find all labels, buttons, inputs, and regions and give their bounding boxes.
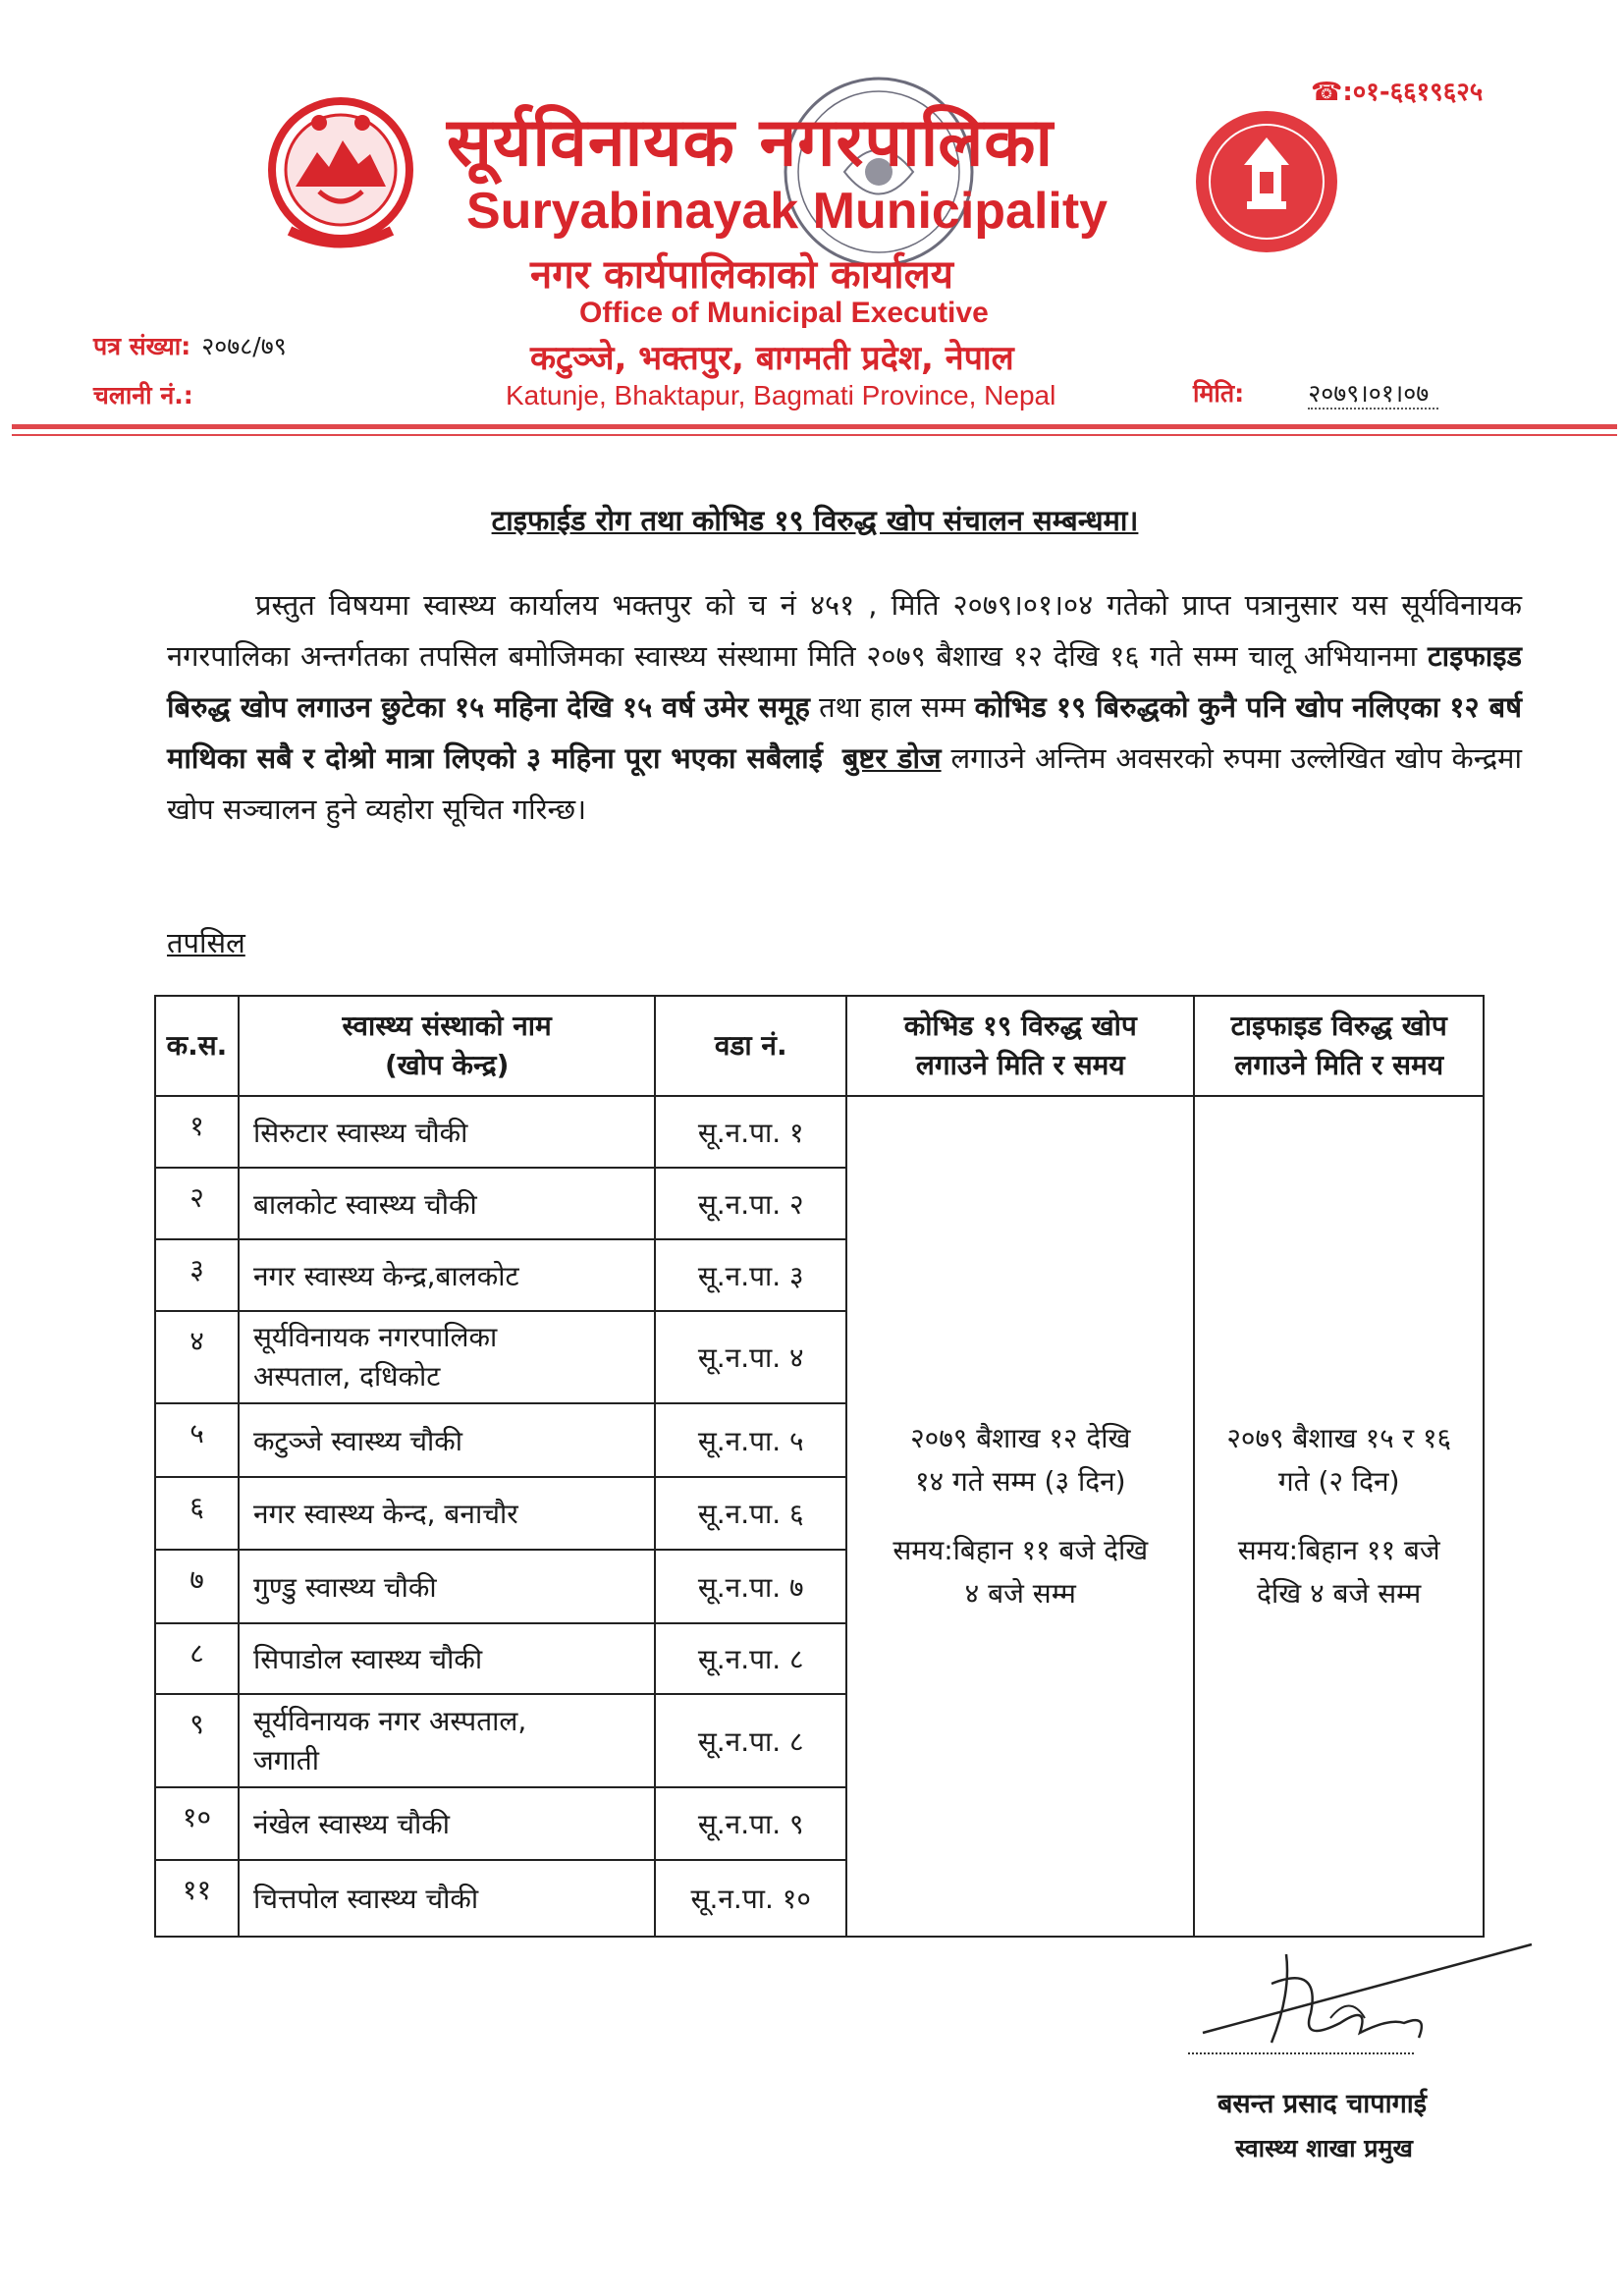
- body-part-1: प्रस्तुत विषयमा स्वास्थ्य कार्यालय भक्तपुर को च नं ४५१ , मिति २०७९।०१।०४ गतेको प्राप्त पत्रानुसार यस सूर्यविनायक नगरपालिका अन्तर्गतका तपसिल बमोजिमका स्वास्थ्य संस्थामा मिति २०७९ बैशाख १२ देखि १६ गते सम्म चालू अभियानमा: [167, 588, 1522, 673]
- typhoid-time-l1: समय:बिहान ११ बजे: [1237, 1534, 1440, 1566]
- letter-subject: टाइफाईड रोग तथा कोभिड १९ विरुद्ध खोप संचालन सम्बन्धमा।: [491, 504, 1139, 537]
- header-covid-l1: कोभिड १९ विरुद्ध खोप: [903, 1010, 1137, 1042]
- row-ward: सू.न.पा. १: [655, 1096, 846, 1168]
- header-center-name-l2: (खोप केन्द्र): [384, 1049, 510, 1081]
- row-ward: सू.न.पा. ८: [655, 1623, 846, 1694]
- row-sn: ११: [155, 1860, 239, 1937]
- row-ward: सू.न.पा. ५: [655, 1403, 846, 1477]
- header-center-name-l1: स्वास्थ्य संस्थाको नाम: [342, 1010, 552, 1042]
- date-value: २०७९।०१।०७: [1308, 379, 1438, 410]
- header-ward: वडा नं.: [655, 996, 846, 1096]
- schedule-heading: तपसिल: [167, 926, 245, 959]
- body-part-3: लगाउने अन्तिम अवसरको रुपमा उल्लेखित खोप केन्द्रमा खोप सञ्चालन हुने व्यहोरा सूचित गरिन्छ।: [167, 741, 1523, 826]
- row-ward: सू.न.पा. ९: [655, 1787, 846, 1860]
- header-covid: [846, 996, 1194, 1096]
- row-ward: सू.न.पा. ४: [655, 1311, 846, 1403]
- row-center-name: गुण्डु स्वास्थ्य चौकी: [239, 1550, 655, 1623]
- row-ward: सू.न.पा. ३: [655, 1239, 846, 1311]
- phone-number: ☎:०१-६६१९६२५: [1311, 78, 1484, 107]
- body-part-2: तथा हाल सम्म: [809, 690, 975, 724]
- row-sn: ९: [155, 1694, 239, 1787]
- letter-date: [1193, 376, 1438, 410]
- covid-time-l1: समय:बिहान ११ बजे देखि: [893, 1534, 1149, 1566]
- row-ward: सू.न.पा. ७: [655, 1550, 846, 1623]
- municipality-seal-logo: [1193, 108, 1340, 255]
- letter-number: [93, 329, 287, 362]
- header-covid-l2: लगाउने मिति र समय: [915, 1049, 1125, 1081]
- municipality-title-en: Suryabinayak Municipality: [466, 183, 1109, 240]
- header-typhoid-l1: टाइफाइड विरुद्ध खोप: [1230, 1010, 1447, 1042]
- row-sn: ६: [155, 1477, 239, 1550]
- header-center-name: [239, 996, 655, 1096]
- municipality-title-np: सूर्यविनायक नगरपालिका: [447, 104, 1055, 182]
- signatory-name: बसन्त प्रसाद चापागाई: [1217, 2089, 1428, 2119]
- office-name-en: Office of Municipal Executive: [579, 297, 989, 329]
- body-bold-typhoid: टाइफाइड बिरुद्ध खोप लगाउन छुटेका १५ महिना देखि १५ वर्ष उमेर समूह: [167, 639, 1522, 724]
- body-bold-covid: कोभिड १९ बिरुद्धको कुनै पनि खोप नलिएका १२ बर्ष माथिका सबै र दोश्रो मात्रा लिएको ३ महिना पूरा भएका सबैलाई: [167, 690, 1522, 775]
- covid-time-l2: ४ बजे सम्म: [964, 1577, 1076, 1610]
- row-ward: सू.न.पा. ६: [655, 1477, 846, 1550]
- row-center-name: सिपाडोल स्वास्थ्य चौकी: [239, 1623, 655, 1694]
- office-name-np: नगर कार्यपालिकाको कार्यालय: [530, 252, 953, 298]
- body-booster-dose: बुष्टर डोज: [841, 741, 942, 775]
- row-sn: ८: [155, 1623, 239, 1694]
- typhoid-schedule-cell: [1194, 1096, 1484, 1937]
- row-sn: ५: [155, 1403, 239, 1477]
- letter-number-label: पत्र संख्या:: [93, 332, 191, 360]
- row-center-name: सूर्यविनायक नगरपालिका अस्पताल, दधिकोट: [239, 1311, 655, 1403]
- row-sn: १०: [155, 1787, 239, 1860]
- row-sn: ३: [155, 1239, 239, 1311]
- row-center-name: सूर्यविनायक नगर अस्पताल, जगाती: [239, 1694, 655, 1787]
- covid-date-l2: १४ गते सम्म (३ दिन): [914, 1465, 1126, 1498]
- signatory-title: स्वास्थ्य शाखा प्रमुख: [1235, 2134, 1413, 2162]
- row-ward: सू.न.पा. २: [655, 1168, 846, 1239]
- typhoid-time-l2: देखि ४ बजे सम्म: [1257, 1577, 1422, 1610]
- letter-number-value: २०७८/७९: [201, 332, 287, 360]
- row-sn: ४: [155, 1311, 239, 1403]
- row-sn: २: [155, 1168, 239, 1239]
- row-center-name: सिरुटार स्वास्थ्य चौकी: [239, 1096, 655, 1168]
- covid-date-l1: २०७९ बैशाख १२ देखि: [910, 1422, 1131, 1454]
- typhoid-date-l2: गते (२ दिन): [1277, 1465, 1400, 1498]
- vaccination-schedule-table: [154, 995, 1485, 1938]
- date-label: मिति:: [1193, 379, 1245, 408]
- row-center-name: कटुञ्जे स्वास्थ्य चौकी: [239, 1403, 655, 1477]
- row-ward: सू.न.पा. ८: [655, 1694, 846, 1787]
- signature-line: [1188, 2052, 1414, 2054]
- header-sn: क.स.: [155, 996, 239, 1096]
- handwritten-signature: [1193, 1925, 1546, 2062]
- header-typhoid: [1194, 996, 1484, 1096]
- row-center-name: नगर स्वास्थ्य केन्द्र,बालकोट: [239, 1239, 655, 1311]
- typhoid-date-l1: २०७९ बैशाख १५ र १६: [1226, 1422, 1452, 1454]
- nepal-emblem-logo: [260, 93, 422, 250]
- row-ward: सू.न.पा. १०: [655, 1860, 846, 1937]
- row-center-name: नगर स्वास्थ्य केन्द, बनाचौर: [239, 1477, 655, 1550]
- covid-schedule-cell: [846, 1096, 1194, 1937]
- letter-body: [167, 579, 1522, 835]
- address-en: Katunje, Bhaktapur, Bagmati Province, Nepal: [506, 380, 1056, 410]
- header-typhoid-l2: लगाउने मिति र समय: [1234, 1049, 1444, 1081]
- row-sn: १: [155, 1096, 239, 1168]
- dispatch-number-label: चलानी नं.:: [93, 381, 193, 410]
- address-np: कटुञ्जे, भक्तपुर, बागमती प्रदेश, नेपाल: [530, 339, 1014, 378]
- header-divider-thin: [12, 434, 1617, 436]
- row-center-name: नंखेल स्वास्थ्य चौकी: [239, 1787, 655, 1860]
- header-divider: [12, 424, 1617, 429]
- row-center-name: बालकोट स्वास्थ्य चौकी: [239, 1168, 655, 1239]
- row-sn: ७: [155, 1550, 239, 1623]
- row-center-name: चित्तपोल स्वास्थ्य चौकी: [239, 1860, 655, 1937]
- table-header-row: [155, 996, 1484, 1096]
- table-row: [155, 1096, 1484, 1168]
- dispatch-number: [93, 378, 193, 411]
